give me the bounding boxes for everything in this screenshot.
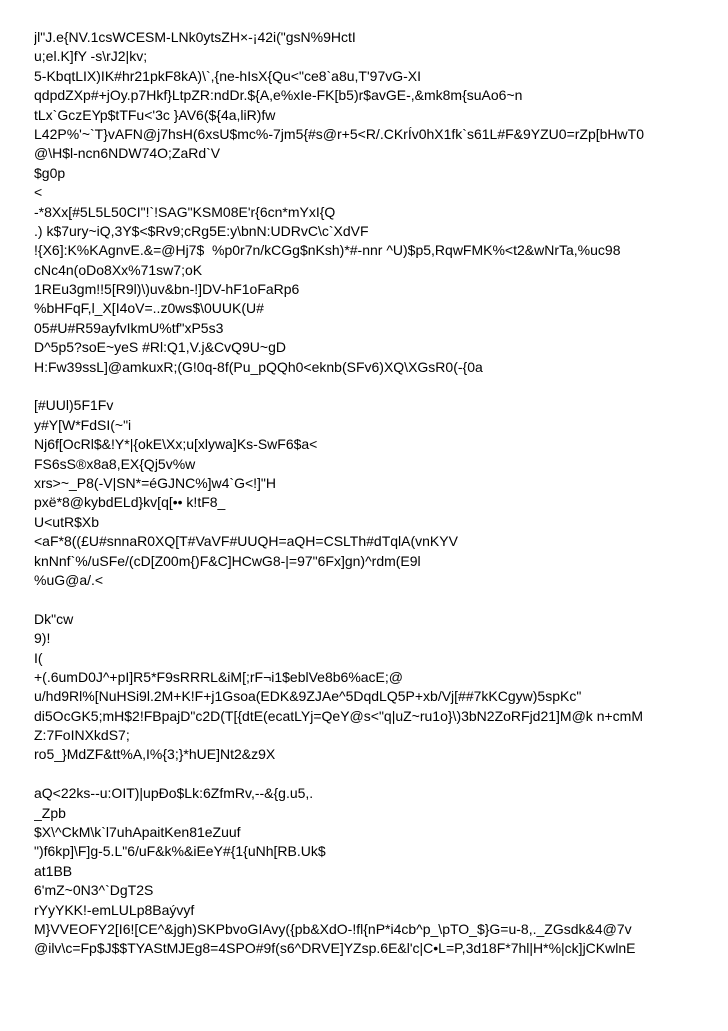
text-line: [#UUl)5F1Fv bbox=[34, 397, 114, 414]
text-line: H:Fw39ssL]@amkuxR;(G!0q-8f(Pu_pQQh0<eknb(SFv6)XQ\XGsR0(-{0a bbox=[34, 358, 483, 375]
text-line: %bHFqF,l_X[I4oV=..z0ws$\0UUK(U# bbox=[34, 300, 264, 317]
text-line: u/hd9Rl%[NuHSi9l.2M+K!F+j1Gsoa(EDK&9ZJAe^5DqdLQ5P+xb/Vj[##7kKCgyw)5spKc" bbox=[34, 688, 582, 705]
text-line: _Zpb bbox=[34, 804, 66, 821]
paragraph-gap bbox=[34, 590, 714, 609]
text-line: ")f6kp]\F]g-5.L"6/uF&k%&iEeY#{1{uNh[RB.Uk$ bbox=[34, 843, 326, 860]
text-line: +(.6umD0J^+pI]R5*F9sRRRL&iM[;rF¬i1$eblVe8b6%acE;@ bbox=[34, 668, 403, 685]
text-line: FS6sS®x8a8,EX{Qj5v%w bbox=[34, 455, 196, 472]
text-line: cNc4n(oDo8Xx%71sw7;oK bbox=[34, 261, 203, 278]
text-line: $X\^CkM\k`l7uhApaitKen81eZuuf bbox=[34, 824, 241, 841]
text-line: ro5_}MdZF&tt%A,I%{3;}*hUE]Nt2&z9X bbox=[34, 746, 276, 763]
text-line: u;el.K]fY -s\rJ2|kv; bbox=[34, 48, 148, 65]
text-line: D^5p5?soE~yeS #Rl:Q1,V.j&CvQ9U~gD bbox=[34, 339, 286, 356]
paragraph bbox=[34, 610, 714, 765]
text-line: L42P%'~`T}vAFN@j7hsH(6xsU$mc%-7jm5{#s@r+5<R/.CKrÍv0hX1fk`s61L#F&9YZU0=rZp[bHwT0 bbox=[34, 125, 644, 142]
paragraph bbox=[34, 784, 714, 959]
text-line: Dk"cw bbox=[34, 610, 74, 627]
document-page bbox=[34, 28, 714, 959]
text-line: qdpdZXp#+jOy.p7Hkf}LtpZR:ndDr.${A,e%xIe-FK[b5)r$avGE-,&mk8m{suAo6~n bbox=[34, 87, 523, 104]
text-line: @ilv\c=Fp$J$$TYAStMJEg8=4SPO#9f(s6^DRVE]YZsp.6E&l'c|C•L=P,3d18F*7hl|H*%|ck]jCKwlnE bbox=[34, 940, 636, 957]
paragraph-gap bbox=[34, 765, 714, 784]
text-line: M}VVEOFY2[I6![CE^&jgh)SKPbvoGIAvy({pb&XdO-!fl{nP*i4cb^p_\pTO_$}G=u-8,._ZGsdk&4@7v bbox=[34, 920, 632, 937]
text-line: !{X6]:K%KAgnvE.&=@Hj7$ %p0r7n/kCGg$nKsh)*#-nnr ^U)$p5,RqwFMK%<t2&wNrTa,%uc98 bbox=[34, 242, 621, 259]
text-line: aQ<22ks--u:OIT)|upĐo$Lk:6ZfmRv,--&{g.u5,. bbox=[34, 785, 314, 802]
text-line: 05#U#R59ayfvIkmU%tf"xP5s3 bbox=[34, 319, 224, 336]
text-line: Nj6f[OcRl$&!Y*|{okE\Xx;u[xlywa]Ks-SwF6$a< bbox=[34, 436, 318, 453]
text-line: di5OcGK5;mH$2!FBpajD"c2D(T[{dtE(ecatLYj=QeY@s<"q|uZ~ru1o}\)3bN2ZoRFjd21]M@k n+cmM bbox=[34, 707, 643, 724]
text-line: xrs>~_P8(-V|SN*=éGJNC%]w4`G<!]"H bbox=[34, 474, 277, 491]
text-line: -*8Xx[#5L5L50CI"!`!SAG"KSM08E'r{6cn*mYxI{Q bbox=[34, 203, 336, 220]
text-line: at1BB bbox=[34, 862, 73, 879]
text-line: I( bbox=[34, 649, 43, 666]
text-line: U<utR$Xb bbox=[34, 513, 99, 530]
paragraph bbox=[34, 396, 714, 590]
text-line: 9)! bbox=[34, 630, 51, 647]
text-line: %uG@a/.< bbox=[34, 571, 104, 588]
text-line: $g0p bbox=[34, 164, 66, 181]
text-line: 6'mZ~0N3^`DgT2S bbox=[34, 882, 154, 899]
text-line: jl"J.e{NV.1csWCESM-LNk0ytsZH×-¡42i("gsN%9HctI bbox=[34, 29, 356, 45]
text-line: knNnf`%/uSFe/(cD[Z00m{)F&C]HCwG8-|=97"6Fx]gn)^rdm(E9l bbox=[34, 552, 421, 569]
text-line: @\H$l-ncn6NDW74O;ZaRd`V bbox=[34, 145, 221, 162]
text-line: pxë*8@kybdELd}kv[q[•• k!tF8_ bbox=[34, 494, 226, 511]
text-line: Z:7FoINXkdS7; bbox=[34, 727, 130, 744]
paragraph bbox=[34, 28, 714, 377]
text-line: 1REu3gm!!5[R9l)\)uv&bn-!]DV-hF1oFaRp6 bbox=[34, 281, 300, 298]
text-line: .) k$7ury~iQ,3Y$<$Rv9;cRg5E:y\bnN:UDRvC\c`XdVF bbox=[34, 222, 369, 239]
paragraph-gap bbox=[34, 377, 714, 396]
text-line: 5-KbqtLIX)IK#hr21pkF8kA)\`,{ne-hIsX{Qu<"ce8`a8u,T'97vG-XI bbox=[34, 67, 422, 84]
text-line: <aF*8((£U#snnaR0XQ[T#VaVF#UUQH=aQH=CSLTh#dTqlA(vnKYV bbox=[34, 533, 458, 550]
text-line: y#Y[W*FdSI(~"i bbox=[34, 416, 132, 433]
text-line: tLx`GczEYp$tTFu<'3c }AV6(${4a,liR)fw bbox=[34, 106, 276, 123]
text-line: rYyYKK!-emLULp8Baývyf bbox=[34, 901, 195, 918]
text-line: < bbox=[34, 184, 43, 201]
